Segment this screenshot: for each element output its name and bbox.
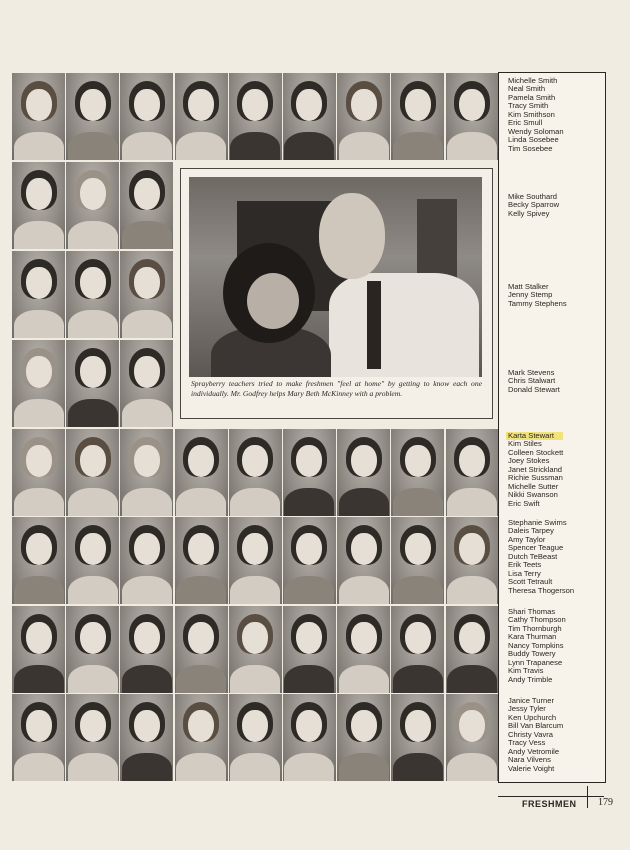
student-portrait <box>175 517 228 604</box>
student-name: Buddy Towery <box>508 649 556 659</box>
student-portrait <box>337 517 390 604</box>
student-name: Stephanie Swims <box>508 518 567 527</box>
student-name: Kim Smithson <box>508 109 555 119</box>
name-group-3 <box>508 283 567 308</box>
student-portrait <box>120 429 173 516</box>
student-portrait <box>66 340 119 427</box>
student-name: Becky Sparrow <box>508 200 560 210</box>
student-name: Jessy Tyler <box>508 704 546 714</box>
name-group-2 <box>508 193 559 218</box>
student-portrait <box>229 73 282 160</box>
student-name: Matt Stalker <box>508 282 549 291</box>
portrait-row-3 <box>12 251 175 338</box>
portrait-row-2 <box>12 162 175 249</box>
student-name: Kara Thurman <box>508 632 557 642</box>
student-portrait <box>446 606 499 693</box>
name-list-panel <box>498 72 606 783</box>
student-name: Richie Sussman <box>508 473 563 483</box>
student-portrait <box>337 694 390 781</box>
student-name: Wendy Soloman <box>508 126 564 136</box>
student-portrait <box>66 517 119 604</box>
footer-divider <box>587 786 588 808</box>
portrait-row-8 <box>12 694 500 781</box>
student-portrait <box>12 73 65 160</box>
student-name: Michelle Smith <box>508 76 558 85</box>
student-portrait <box>66 162 119 249</box>
student-name: Valerie Voight <box>508 763 555 773</box>
name-group-1 <box>508 77 564 153</box>
student-portrait <box>283 694 336 781</box>
student-name: Mark Stevens <box>508 368 555 377</box>
student-name: Janet Strickland <box>508 464 563 474</box>
student-name: Dutch TeBeast <box>508 551 558 561</box>
student-name: Andy Vetromile <box>508 746 560 756</box>
student-portrait <box>175 606 228 693</box>
student-name: Kim Travis <box>508 666 544 676</box>
student-name: Ken Upchurch <box>508 712 557 722</box>
student-portrait <box>120 73 173 160</box>
student-name: Daleis Tarpey <box>508 526 554 536</box>
student-portrait <box>229 606 282 693</box>
student-name: Erik Teets <box>508 560 542 570</box>
student-name: Janice Turner <box>508 696 555 705</box>
student-portrait <box>391 517 444 604</box>
student-portrait <box>120 694 173 781</box>
student-portrait <box>391 429 444 516</box>
student-portrait <box>66 251 119 338</box>
student-name: Eric Swift <box>508 498 540 508</box>
teacher-student-photo <box>189 177 482 377</box>
student-name: Lynn Trapanese <box>508 657 563 667</box>
student-portrait <box>120 606 173 693</box>
student-name: Jenny Stemp <box>508 290 553 300</box>
portrait-row-1 <box>12 73 500 160</box>
student-name: Scott Tetrault <box>508 577 553 587</box>
student-name: Lisa Terry <box>508 568 541 578</box>
student-portrait <box>175 429 228 516</box>
student-name: Tammy Stephens <box>508 298 567 308</box>
student-name: Tracy Smith <box>508 101 549 111</box>
student-name: Donald Stewart <box>508 384 560 394</box>
feature-caption: Sprayberry teachers tried to make freshmen "feel at home" by getting to know each one individually. Mr. Godfrey helps Mary Beth McKinney with a problem. <box>191 379 482 398</box>
student-portrait <box>66 429 119 516</box>
student-portrait <box>66 606 119 693</box>
student-name: Chris Stalwart <box>508 376 556 386</box>
student-name: Nara Vilvens <box>508 755 551 765</box>
student-name: Mike Southard <box>508 192 557 201</box>
student-portrait <box>229 694 282 781</box>
student-portrait <box>12 340 65 427</box>
student-portrait <box>12 694 65 781</box>
student-portrait <box>66 73 119 160</box>
student-portrait <box>283 517 336 604</box>
student-portrait <box>66 694 119 781</box>
student-portrait <box>446 517 499 604</box>
student-portrait <box>120 340 173 427</box>
student-portrait <box>446 429 499 516</box>
student-portrait <box>12 429 65 516</box>
student-name: Theresa Thogerson <box>508 585 575 595</box>
student-portrait <box>175 73 228 160</box>
feature-photo-box <box>180 168 493 419</box>
student-portrait <box>12 606 65 693</box>
student-name: Joey Stokes <box>508 456 550 466</box>
student-portrait <box>12 162 65 249</box>
student-name: Cathy Thompson <box>508 615 566 625</box>
student-portrait <box>120 251 173 338</box>
student-portrait <box>229 429 282 516</box>
student-name: Michelle Sutter <box>508 481 559 491</box>
student-portrait <box>229 517 282 604</box>
student-name: Colleen Stockett <box>508 447 564 457</box>
student-portrait <box>337 429 390 516</box>
portrait-row-4 <box>12 340 175 427</box>
footer-rule <box>498 796 604 797</box>
student-portrait <box>12 517 65 604</box>
student-portrait <box>283 73 336 160</box>
student-name: Neal Smith <box>508 84 546 94</box>
name-group-4 <box>508 369 560 394</box>
student-portrait <box>120 162 173 249</box>
student-name: Tim Sosebee <box>508 143 553 153</box>
student-name: Nikki Swanson <box>508 490 558 500</box>
student-portrait <box>391 606 444 693</box>
portrait-row-5 <box>12 429 500 516</box>
student-name: Amy Taylor <box>508 534 546 544</box>
student-name: Bill Van Blarcum <box>508 721 564 731</box>
student-name: Nancy Tompkins <box>508 640 564 650</box>
student-portrait <box>446 73 499 160</box>
name-group-5 <box>508 432 563 508</box>
student-name: Christy Vavra <box>508 729 554 739</box>
name-group-6 <box>508 519 574 595</box>
student-name: Pamela Smith <box>508 92 556 102</box>
student-name: Kim Stiles <box>508 439 542 449</box>
name-group-7 <box>508 608 566 684</box>
student-portrait <box>391 694 444 781</box>
student-name: Spencer Teague <box>508 543 564 553</box>
student-name: Eric Smull <box>508 118 543 128</box>
student-portrait <box>283 429 336 516</box>
student-name: Linda Sosebee <box>508 135 559 145</box>
student-name: Tracy Vess <box>508 738 546 748</box>
page-number: 179 <box>598 797 613 808</box>
student-name: Shari Thomas <box>508 607 556 616</box>
student-portrait <box>446 694 499 781</box>
student-portrait <box>337 606 390 693</box>
student-name-highlighted: Karta Stewart <box>506 432 563 440</box>
student-portrait <box>175 694 228 781</box>
student-portrait <box>120 517 173 604</box>
student-name: Kelly Spivey <box>508 208 550 218</box>
portrait-row-7 <box>12 606 500 693</box>
section-label: FRESHMEN <box>522 799 577 809</box>
student-name: Tim Thornburgh <box>508 623 562 633</box>
student-portrait <box>283 606 336 693</box>
student-portrait <box>12 251 65 338</box>
portrait-row-6 <box>12 517 500 604</box>
student-name: Andy Trimble <box>508 674 553 684</box>
name-group-8 <box>508 697 563 773</box>
student-portrait <box>391 73 444 160</box>
student-portrait <box>337 73 390 160</box>
